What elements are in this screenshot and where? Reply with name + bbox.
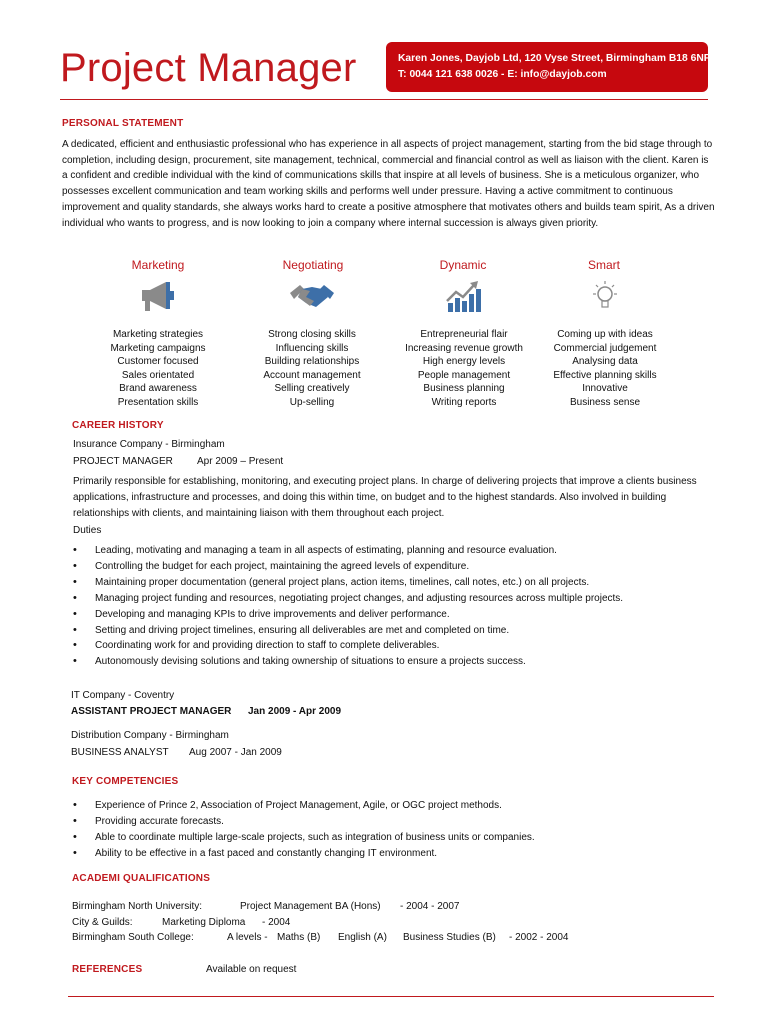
list-item: • Managing project funding and resources, negotiating project changes, and adjusting resources across multiple projects. <box>73 591 623 607</box>
job1-header <box>73 454 283 471</box>
job1-dates: Apr 2009 – Present <box>197 456 284 467</box>
footer-divider <box>68 996 714 997</box>
skill-list-smart <box>530 328 680 409</box>
list-item: • Leading, motivating and managing a team in all aspects of estimating, planning and resource evaluation. <box>73 543 623 559</box>
personal-statement-text: A dedicated, efficient and enthusiastic professional who has experience in all aspects of project management, starting from the bid stage through to completion, including design, procurement, site management, technical, commercial and financial control as well as liaison with the client. Karen is a confident and credible individual with the kind of communications skills that inspire at all levels of business. She is a meticulous organizer, who possesses excellent communication and team working skills and performs well under pressure. Having a active commitment to continuous improvement and quality standards, she always works hard to create a positive atmosphere that motivates others and builds team spirit, As a driven individual who wants to progress, and is now looking to join a company where internal succession is always given priority. <box>62 139 715 229</box>
list-item: • Controlling the budget for each project, maintaining the agreed levels of expenditure. <box>73 559 623 575</box>
job2-title: ASSISTANT PROJECT MANAGER <box>71 706 232 717</box>
job2-company: IT Company - Coventry <box>71 690 175 701</box>
skill-list-negotiating <box>237 328 387 409</box>
qualification-dates: - 2004 - 2007 <box>400 901 460 912</box>
handshake-icon <box>288 279 336 315</box>
job3-header <box>71 745 282 762</box>
skill-item: Marketing campaigns <box>110 342 206 354</box>
skill-item: Coming up with ideas <box>557 329 653 340</box>
duties-list <box>73 543 623 670</box>
key-competencies-heading: KEY COMPETENCIES <box>72 776 179 787</box>
skill-item: Sales orientated <box>121 369 195 381</box>
skill-item: High energy levels <box>422 356 506 367</box>
qualification-level: A levels - <box>227 932 268 943</box>
qualification-course: Project Management BA (Hons) <box>240 901 381 912</box>
job3-title: BUSINESS ANALYST <box>71 747 169 758</box>
skill-item: Customer focused <box>117 356 199 367</box>
header-divider <box>60 99 708 100</box>
skill-item: Innovative <box>582 383 628 394</box>
contact-phone-email: T: 0044 121 638 0026 - E: info@dayjob.com <box>398 69 607 80</box>
list-item: • Maintaining proper documentation (general project plans, action items, timelines, call notes, etc.) on all projects. <box>73 575 623 591</box>
list-item: • Able to coordinate multiple large-scale projects, such as integration of business units or companies. <box>73 830 535 846</box>
personal-statement-heading: PERSONAL STATEMENT <box>62 118 184 129</box>
megaphone-icon <box>138 279 178 315</box>
qualification-row <box>72 915 290 931</box>
list-item: • Experience of Prince 2, Association of Project Management, Agile, or OGC project methods. <box>73 798 535 814</box>
list-item: • Developing and managing KPIs to drive improvements and deliver performance. <box>73 607 623 623</box>
skill-item: Entrepreneurial flair <box>420 329 508 340</box>
page-title: Project Manager <box>60 46 357 90</box>
duties-label: Duties <box>73 525 102 536</box>
qualification-course: Marketing Diploma <box>162 917 246 928</box>
skill-item: Brand awareness <box>119 383 197 394</box>
list-item: • Autonomously devising solutions and taking ownership of situations to ensure a projects success. <box>73 654 623 670</box>
list-item: • Ability to be effective in a fast paced and constantly changing IT environment. <box>73 846 535 862</box>
skill-item: Commercial judgement <box>553 342 657 354</box>
contact-address: Karen Jones, Dayjob Ltd, 120 Vyse Street, Birmingham B18 6NF <box>398 53 711 64</box>
job1-company: Insurance Company - Birmingham <box>73 439 225 450</box>
qualification-subject: English (A) <box>338 932 387 943</box>
skill-list-dynamic <box>389 328 539 409</box>
skill-heading-negotiating: Negotiating <box>282 258 344 272</box>
skill-item: Increasing revenue growth <box>405 342 523 354</box>
references-heading: REFERENCES <box>72 964 143 975</box>
qualification-school: Birmingham South College: <box>72 932 194 943</box>
qualification-subject: Maths (B) <box>277 932 321 943</box>
skill-heading-marketing: Marketing <box>131 258 185 272</box>
qualification-school: Birmingham North University: <box>72 901 203 912</box>
lightbulb-icon <box>587 279 627 315</box>
skill-item: Influencing skills <box>275 342 349 354</box>
qualification-school: City & Guilds: <box>72 917 133 928</box>
skill-item: Marketing strategies <box>112 329 204 340</box>
skill-item: Selling creatively <box>274 383 350 394</box>
skill-item: Presentation skills <box>117 396 199 408</box>
skill-item: Building relationships <box>264 356 360 367</box>
skill-item: Strong closing skills <box>268 329 356 340</box>
skill-item: Effective planning skills <box>553 369 657 381</box>
qualification-dates: - 2004 <box>262 917 291 928</box>
contact-box <box>386 42 711 92</box>
job1-summary: Primarily responsible for establishing, monitoring, and executing project plans. In charge of delivering projects that improve a clients business applications, infrastructure and processes, and doing this within time, on budget and to the highest standards. Also involved in building relationships with clients, and maintaining liaison with them throughout each project. <box>73 476 697 519</box>
skill-item: Analysing data <box>572 356 638 367</box>
skill-heading-smart: Smart <box>587 258 620 272</box>
qualification-row <box>72 899 460 915</box>
skill-item: Business sense <box>569 396 641 408</box>
skill-item: Business planning <box>423 383 505 394</box>
growth-chart-icon <box>444 279 484 315</box>
skill-item: Account management <box>263 369 361 381</box>
skill-item: Up-selling <box>289 396 335 408</box>
job3-company: Distribution Company - Birmingham <box>71 730 229 741</box>
list-item: • Providing accurate forecasts. <box>73 814 535 830</box>
competencies-list <box>73 798 535 862</box>
job1-title: PROJECT MANAGER <box>73 456 173 467</box>
job2-dates: Jan 2009 - Apr 2009 <box>248 706 342 717</box>
job3-dates: Aug 2007 - Jan 2009 <box>189 747 282 758</box>
job2-header <box>71 704 341 721</box>
skill-item: Writing reports <box>431 396 497 408</box>
references-text: Available on request <box>206 964 297 975</box>
list-item: • Coordinating work for and providing direction to staff to complete deliverables. <box>73 638 623 654</box>
career-history-heading: CAREER HISTORY <box>72 420 164 431</box>
list-item: • Setting and driving project timelines, ensuring all deliverables are met and completed on time. <box>73 623 623 639</box>
skill-heading-dynamic: Dynamic <box>439 258 487 272</box>
qualification-subject: Business Studies (B) <box>403 932 496 943</box>
qualifications-heading: ACADEMI QUALIFICATIONS <box>72 873 211 884</box>
qualification-dates: - 2002 - 2004 <box>509 932 569 943</box>
skill-list-marketing <box>83 328 233 409</box>
qualification-row <box>72 930 569 946</box>
skill-item: People management <box>417 369 511 381</box>
